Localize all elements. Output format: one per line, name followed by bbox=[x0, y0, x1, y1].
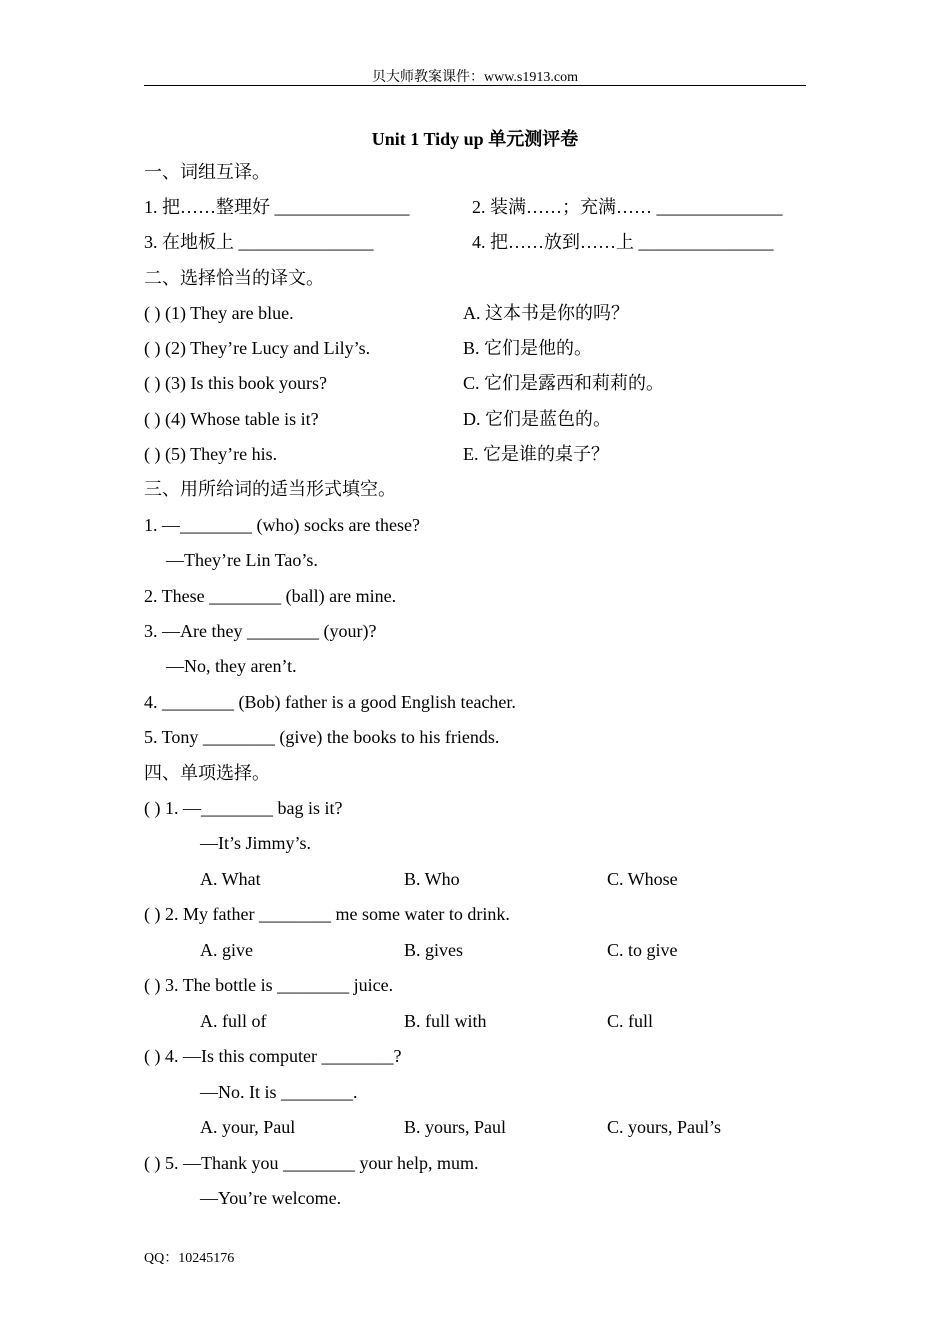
mc-option-c: C. full bbox=[607, 1011, 654, 1031]
section1-item: 2. 装满……；充满…… ______________ bbox=[472, 197, 783, 217]
mc-question-reply: —You’re welcome. bbox=[200, 1188, 342, 1208]
mc-question-stem: ( ) 5. —Thank you ________ your help, mum. bbox=[144, 1153, 479, 1173]
mc-option-b: B. gives bbox=[404, 940, 464, 960]
mc-question-reply: —No. It is ________. bbox=[200, 1082, 358, 1102]
mc-question-stem: ( ) 3. The bottle is ________ juice. bbox=[144, 975, 394, 995]
matching-question: ( ) (3) Is this book yours? bbox=[144, 373, 327, 393]
section1-item: 3. 在地板上 _______________ bbox=[144, 232, 374, 252]
fill-blank-line: 1. —________ (who) socks are these? bbox=[144, 515, 420, 535]
section1-heading: 一、词组互译。 bbox=[144, 162, 270, 182]
mc-option-c: C. yours, Paul’s bbox=[607, 1117, 722, 1137]
mc-option-b: B. Who bbox=[404, 869, 460, 889]
mc-option-a: A. your, Paul bbox=[200, 1117, 296, 1137]
mc-option-c: C. to give bbox=[607, 940, 678, 960]
mc-question-reply: —It’s Jimmy’s. bbox=[200, 833, 312, 853]
header-divider bbox=[144, 85, 806, 86]
mc-option-b: B. yours, Paul bbox=[404, 1117, 507, 1137]
fill-blank-line: —They’re Lin Tao’s. bbox=[166, 550, 318, 570]
mc-option-a: A. full of bbox=[200, 1011, 267, 1031]
matching-question: ( ) (4) Whose table is it? bbox=[144, 409, 319, 429]
page-footer: QQ：10245176 bbox=[144, 1251, 235, 1266]
fill-blank-line: 2. These ________ (ball) are mine. bbox=[144, 586, 397, 606]
matching-question: ( ) (2) They’re Lucy and Lily’s. bbox=[144, 338, 371, 358]
section1-item: 4. 把……放到……上 _______________ bbox=[472, 232, 774, 252]
mc-question-stem: ( ) 4. —Is this computer ________? bbox=[144, 1046, 402, 1066]
matching-answer: C. 它们是露西和莉莉的。 bbox=[463, 373, 665, 393]
mc-option-b: B. full with bbox=[404, 1011, 487, 1031]
fill-blank-line: 3. —Are they ________ (your)? bbox=[144, 621, 377, 641]
fill-blank-line: 4. ________ (Bob) father is a good English teacher. bbox=[144, 692, 516, 712]
mc-question-stem: ( ) 2. My father ________ me some water to drink. bbox=[144, 904, 510, 924]
document-title: Unit 1 Tidy up 单元测评卷 bbox=[371, 129, 579, 149]
mc-option-c: C. Whose bbox=[607, 869, 678, 889]
section3-heading: 三、用所给词的适当形式填空。 bbox=[144, 479, 396, 499]
matching-question: ( ) (1) They are blue. bbox=[144, 303, 294, 323]
matching-answer: B. 它们是他的。 bbox=[463, 338, 593, 358]
matching-answer: D. 它们是蓝色的。 bbox=[463, 409, 611, 429]
matching-answer: E. 它是谁的桌子？ bbox=[463, 444, 609, 464]
section2-heading: 二、选择恰当的译文。 bbox=[144, 268, 324, 288]
section1-item: 1. 把……整理好 _______________ bbox=[144, 197, 410, 217]
page-header: 贝大师教案课件：www.s1913.com bbox=[372, 70, 578, 85]
matching-answer: A. 这本书是你的吗？ bbox=[463, 303, 629, 323]
mc-option-a: A. give bbox=[200, 940, 253, 960]
matching-question: ( ) (5) They’re his. bbox=[144, 444, 278, 464]
mc-option-a: A. What bbox=[200, 869, 261, 889]
fill-blank-line: 5. Tony ________ (give) the books to his friends. bbox=[144, 727, 500, 747]
section4-heading: 四、单项选择。 bbox=[144, 763, 270, 783]
fill-blank-line: —No, they aren’t. bbox=[166, 656, 297, 676]
mc-question-stem: ( ) 1. —________ bag is it? bbox=[144, 798, 343, 818]
